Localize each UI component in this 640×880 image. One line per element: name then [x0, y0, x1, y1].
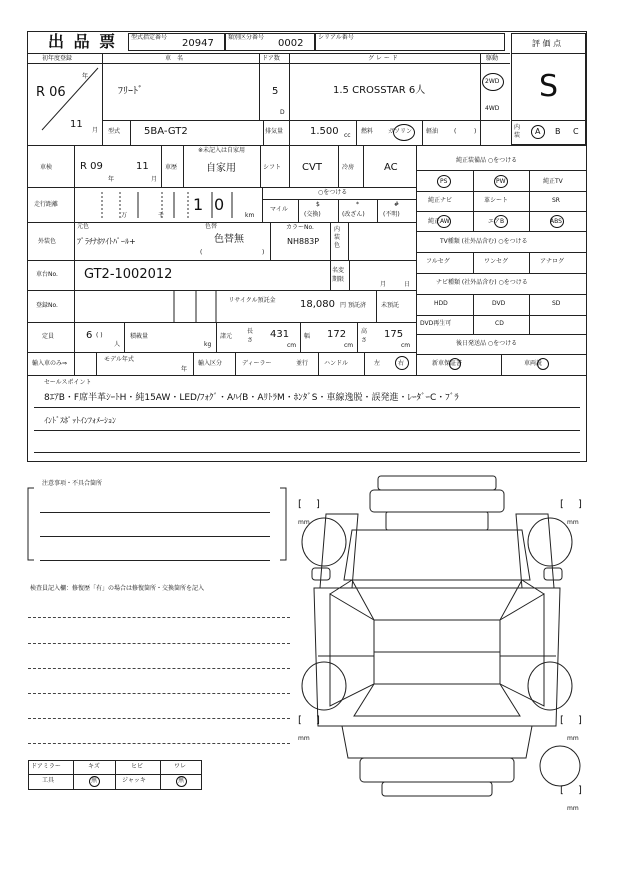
- mileage-km-unit: km: [245, 212, 255, 219]
- import-label: 輸入車のみ⇒: [32, 360, 68, 367]
- height-unit: cm: [401, 342, 411, 349]
- recycle-unit: 円: [340, 302, 347, 309]
- name-change-expiry-label: 名変期限: [332, 267, 345, 283]
- sales-label: セールスポイント: [44, 379, 92, 386]
- eq-genuine-navi: 純正ナビ: [428, 197, 453, 204]
- color-code: NH883P: [287, 237, 320, 246]
- eq-leather-seat: 革シート: [484, 197, 509, 204]
- eq-genuine-aw: 純正AW: [428, 218, 450, 225]
- eq-abs: ABS: [550, 218, 562, 225]
- eq-airbag: エアB: [488, 218, 505, 225]
- inspection-label: 車検: [40, 164, 53, 171]
- mileage-digit-boxes: [74, 190, 264, 220]
- navi-hdd: HDD: [434, 300, 448, 307]
- length-unit: cm: [287, 342, 297, 349]
- capacity-value: 6: [86, 330, 93, 341]
- serial-label: シリアル番号: [318, 34, 354, 41]
- interior-label: 内装: [514, 124, 521, 139]
- model-year-unit: 年: [181, 366, 188, 373]
- tv-fullseg: フルセグ: [426, 258, 450, 265]
- expiry-day-unit: 日: [404, 281, 411, 288]
- expiry-month-unit: 月: [380, 281, 387, 288]
- color-code-label: カラーNo.: [286, 224, 314, 231]
- handle-label: ハンドル: [324, 360, 349, 367]
- tv-analog: アナログ: [540, 258, 565, 265]
- inspection-month: 11: [136, 161, 149, 172]
- mm-fl: mm: [298, 519, 310, 526]
- notes-bracket: [26, 484, 288, 564]
- interior-b: B: [555, 127, 561, 136]
- width-label: 幅: [304, 333, 311, 340]
- mileage-tamper: (改ざん): [342, 211, 365, 218]
- tools-tools-label: 工具: [42, 777, 55, 784]
- tv-title: TV種類 (社外品含む) ○をつける: [440, 238, 528, 245]
- later-title: 後日発送品 ○をつける: [456, 340, 518, 347]
- bracket-rl-left: [: [298, 715, 302, 726]
- type-no-label: 型式指定番号: [131, 34, 168, 41]
- handle-left: 左: [374, 360, 381, 367]
- fuel-gas: ガソリン: [388, 128, 413, 135]
- tools-crack: ヒビ: [131, 763, 144, 770]
- bracket-rl-right: ]: [316, 715, 320, 726]
- grade: 1.5 CROSSTAR 6人: [333, 85, 426, 96]
- dimension-label: 諸元: [220, 333, 233, 340]
- mileage-digit-2: 0: [214, 195, 225, 214]
- first-reg-label: 初年度登録: [42, 55, 73, 62]
- bracket-spare-left: [: [560, 785, 564, 796]
- first-reg-year-unit: 年: [82, 73, 89, 80]
- form-title: 出 品 票: [48, 32, 118, 51]
- chassis-label: 車台No.: [36, 271, 58, 278]
- inspection-value: R 09: [80, 161, 103, 172]
- door-label: ドア数: [262, 55, 280, 62]
- width: 172: [327, 329, 347, 340]
- sales-line-1: 8ｴｱB・F席半革ｼｰﾄH・純15AW・LED/ﾌｫｸﾞ・AﾊｲB・AﾘﾄﾗM・ﾎﾝﾀﾞS・車線逸脱・誤発進・ﾚｰﾀﾞｰC・ﾌﾞﾗ: [44, 393, 459, 403]
- class-no-label: 類別区分番号: [228, 34, 265, 41]
- later-manual: 車両説: [524, 360, 543, 367]
- first-reg-month-unit: 月: [92, 127, 99, 134]
- navi-sd: SD: [552, 300, 561, 307]
- eq-ps: PS: [440, 178, 448, 185]
- import-parallel: 並行: [296, 360, 309, 367]
- bracket-spare-right: ]: [578, 785, 582, 796]
- fuel-paren-r: ): [474, 128, 477, 135]
- model: 5BA-GT2: [144, 126, 188, 137]
- load-unit: kg: [204, 341, 212, 348]
- ac: AC: [384, 162, 398, 173]
- fuel-diesel: 軽油: [426, 128, 439, 135]
- recycle-amount: 18,080: [300, 299, 335, 310]
- bracket-rr-left: [: [560, 715, 564, 726]
- mm-rr: mm: [567, 735, 579, 742]
- use-label: 車歴: [165, 164, 178, 171]
- sales-line-2: ｲﾝﾄﾞｽﾎﾟｯﾄｲﾝﾌｫﾒｰｼｮﾝ: [44, 416, 116, 425]
- use: 自家用: [206, 163, 236, 174]
- interior-color-label: 内装色: [334, 226, 341, 249]
- bracket-fr-left: [: [560, 499, 564, 510]
- drive-4wd: 4WD: [485, 105, 500, 112]
- recycle-deposited: 預託済: [348, 302, 367, 309]
- height: 175: [384, 329, 404, 340]
- ac-label: 冷房: [342, 164, 355, 171]
- tools-jack-label: ジャッキ: [122, 777, 146, 784]
- displacement: 1.500: [310, 126, 339, 137]
- tools-jack-value: 無: [178, 777, 185, 784]
- shift: CVT: [302, 162, 322, 173]
- tools-scratch: キズ: [88, 763, 100, 770]
- class-no: 0002: [278, 38, 304, 49]
- inspection-year-unit: 年: [108, 176, 115, 183]
- model-label: 型式: [108, 128, 121, 135]
- drive-2wd: 2WD: [485, 78, 500, 85]
- fuel-paren-l: (: [454, 128, 457, 135]
- mileage-digit-1: 1: [193, 195, 204, 214]
- width-unit: cm: [344, 342, 354, 349]
- recycle-not-deposited: 未預託: [381, 302, 400, 309]
- shift-label: シフト: [263, 164, 282, 171]
- mm-rl: mm: [298, 735, 310, 742]
- mileage-exchange: (交換): [304, 211, 321, 218]
- grade-label: グ レ ー ド: [368, 55, 398, 62]
- car-name: ﾌﾘｰﾄﾞ: [118, 86, 143, 97]
- handle-right: 右: [398, 360, 405, 367]
- use-note: ※未記入は自家用: [198, 147, 246, 154]
- mileage-tamper-mark: *: [356, 201, 359, 208]
- inspection-month-unit: 月: [151, 176, 158, 183]
- inspector-note: 検査員記入欄：修復歴「有」の場合は修復箇所・交換箇所を記入: [30, 585, 205, 592]
- length: 431: [270, 329, 290, 340]
- length-label: 長さ: [247, 328, 254, 344]
- genuine-title: 純正装備品 ○をつける: [456, 157, 518, 164]
- mileage-unknown-mark: #: [394, 201, 400, 208]
- rating-label: 評 価 点: [532, 39, 562, 48]
- model-year-label: モデル年式: [104, 356, 134, 363]
- interior-c: C: [573, 127, 579, 136]
- later-warranty: 新車保証書: [432, 360, 463, 367]
- height-label: 高さ: [361, 328, 368, 344]
- eq-genuine-tv: 純正TV: [543, 178, 563, 185]
- mm-fr: mm: [567, 519, 579, 526]
- mileage-circle-note: ○をつける: [318, 189, 348, 196]
- color-label: 外装色: [38, 238, 57, 245]
- eq-sr: SR: [552, 197, 560, 204]
- color-paren-l: (: [200, 249, 203, 256]
- doors: 5: [272, 86, 279, 97]
- color-paren-r: ): [262, 249, 265, 256]
- color-change: 色替無: [214, 234, 244, 245]
- import-class-label: 輸入区分: [198, 360, 223, 367]
- mileage-label: 走行距離: [34, 201, 59, 208]
- bracket-fr-right: ]: [578, 499, 582, 510]
- first-reg-month: 11: [70, 119, 83, 130]
- color-change-label: 色替: [205, 223, 218, 230]
- capacity-label: 定員: [42, 333, 55, 340]
- mileage-unknown: (不明): [383, 211, 400, 218]
- interior-a: A: [535, 127, 541, 136]
- color-orig-label: 元色: [77, 223, 90, 230]
- drive-label: 駆動: [486, 55, 499, 62]
- navi-dvd-play: DVD再生可: [420, 320, 452, 327]
- bracket-rr-right: ]: [578, 715, 582, 726]
- reg-no-boxes: [74, 290, 224, 322]
- car-name-label: 車 名: [165, 55, 184, 62]
- type-no: 20947: [182, 38, 214, 49]
- reg-no-label: 登録No.: [36, 302, 58, 309]
- tv-oneseg: ワンセグ: [484, 258, 509, 265]
- eq-pw: PW: [496, 178, 506, 185]
- fuel-label: 燃料: [361, 128, 374, 135]
- import-dealer: ディーラー: [242, 360, 272, 367]
- navi-dvd: DVD: [492, 300, 506, 307]
- displacement-unit: cc: [344, 132, 351, 139]
- tools-door-mirror: ドアミラー: [31, 763, 61, 770]
- mileage-mile: マイル: [270, 206, 288, 213]
- displacement-label: 排気量: [265, 128, 284, 135]
- door-type: D: [280, 109, 285, 116]
- color-orig: ﾌﾟﾗﾁﾅﾎﾜｲﾄﾊﾟｰﾙ+: [77, 237, 136, 246]
- bracket-fl-left: [: [298, 499, 302, 510]
- bracket-fl-right: ]: [316, 499, 320, 510]
- capacity-unit: 人: [114, 341, 121, 348]
- first-reg-era: R 06: [36, 85, 66, 100]
- tools-break: ワレ: [174, 763, 187, 770]
- notes-title: 注意事項・不具合箇所: [42, 480, 103, 487]
- navi-title: ナビ種類 (社外品含む) ○をつける: [436, 279, 528, 286]
- mileage-sen-unit: 千: [158, 212, 165, 219]
- load-label: 積載量: [130, 333, 149, 340]
- navi-cd: CD: [495, 320, 504, 327]
- tools-tools-value: 無: [91, 777, 98, 784]
- rating-value: S: [539, 69, 559, 104]
- capacity-paren: ( ): [96, 332, 103, 339]
- recycle-label: リサイクル預託金: [228, 297, 276, 304]
- mileage-exchange-mark: $: [316, 201, 320, 208]
- mm-spare: mm: [567, 805, 579, 812]
- chassis-number: GT2-1002012: [84, 267, 173, 282]
- mileage-man-unit: 万: [121, 212, 128, 219]
